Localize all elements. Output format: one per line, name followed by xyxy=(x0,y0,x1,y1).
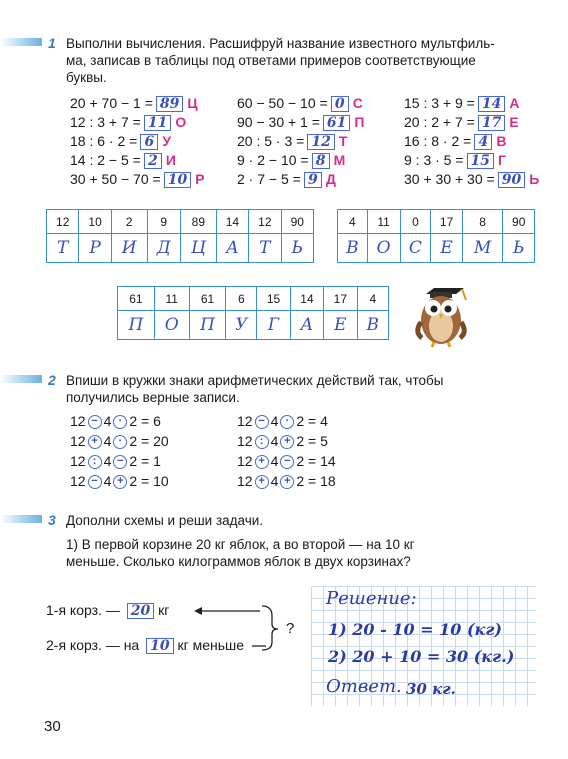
table-letter-cell: М xyxy=(462,234,503,263)
answer-box: 61 xyxy=(323,115,350,131)
table-letter-cell: Ь xyxy=(281,234,313,263)
table-number-cell: 14 xyxy=(216,210,248,234)
expression-row xyxy=(237,171,336,188)
table-number-cell: 12 xyxy=(47,210,79,234)
page-number: 30 xyxy=(44,718,61,735)
operator-circle: + xyxy=(88,435,102,449)
cipher-table xyxy=(117,286,389,340)
expression-row xyxy=(70,133,171,150)
problem-text-line: меньше. Сколько килограммов яблок в двух корзинах? xyxy=(66,554,411,569)
equation-row xyxy=(237,433,328,449)
expression-text: 20 : 2 + 7 = xyxy=(404,114,475,130)
table-number-cell: 2 xyxy=(111,210,147,234)
table-letter-cell: А xyxy=(216,234,248,263)
task-number: 1 xyxy=(48,35,56,51)
scheme-label: 1-я корз. — xyxy=(46,602,120,618)
task-text-line: Дополни схемы и реши задачи. xyxy=(66,513,264,528)
table-letter-cell: О xyxy=(154,311,189,340)
table-letter-cell: И xyxy=(111,234,147,263)
table-letter-cell: Т xyxy=(47,234,79,263)
cipher-letter: Т xyxy=(338,133,348,149)
equation-result: 2 = 14 xyxy=(296,453,336,469)
table-number-cell: 89 xyxy=(181,210,217,234)
operand: 12 xyxy=(237,413,253,429)
cipher-letter: Д xyxy=(325,171,336,187)
equation-row xyxy=(70,453,161,469)
answer-box: 90 xyxy=(498,172,525,188)
expression-row xyxy=(237,114,364,131)
table-number-cell: 14 xyxy=(290,287,323,311)
task-text-line: буквы. xyxy=(66,70,107,85)
table-number-cell: 4 xyxy=(338,210,368,234)
answer-box: 17 xyxy=(478,115,505,131)
equation-row xyxy=(237,453,336,469)
operator-circle: · xyxy=(113,415,127,429)
table-letter-cell: Д xyxy=(147,234,180,263)
table-number-cell: 90 xyxy=(281,210,313,234)
table-letter-cell: У xyxy=(226,311,257,340)
operator-circle: − xyxy=(255,415,269,429)
expression-row xyxy=(70,171,205,188)
scheme-unit: кг xyxy=(158,602,170,618)
answer-box: 14 xyxy=(478,96,505,112)
operand: 4 xyxy=(270,473,279,489)
operator-circle: + xyxy=(280,475,294,489)
table-letter-cell: Е xyxy=(431,234,463,263)
task-text-line: получились верные записи. xyxy=(66,390,240,405)
table-letter-cell: Ц xyxy=(181,234,217,263)
scheme-value-box: 10 xyxy=(146,638,173,654)
equation-result: 2 = 6 xyxy=(129,413,161,429)
cipher-letter: Ь xyxy=(529,171,540,187)
table-letter-cell: Р xyxy=(79,234,111,263)
answer-box: 89 xyxy=(156,96,183,112)
table-number-cell: 17 xyxy=(431,210,463,234)
table-number-cell: 0 xyxy=(400,210,431,234)
expression-row xyxy=(404,114,519,131)
answer-box: 12 xyxy=(307,134,334,150)
expression-text: 30 + 30 + 30 = xyxy=(404,171,495,187)
operator-circle: − xyxy=(88,415,102,429)
answer-box: 2 xyxy=(144,153,162,169)
scheme-value-box: 20 xyxy=(127,603,154,619)
answer-label: Ответ. xyxy=(326,676,402,697)
operand: 12 xyxy=(70,473,86,489)
equation-result: 2 = 10 xyxy=(129,473,169,489)
table-number-cell: 12 xyxy=(249,210,281,234)
cipher-letter: С xyxy=(352,95,363,111)
task-number: 3 xyxy=(48,512,56,528)
operator-circle: + xyxy=(255,455,269,469)
table-letter-cell: О xyxy=(367,234,400,263)
expression-text: 14 : 2 − 5 = xyxy=(70,152,141,168)
expression-text: 18 : 6 · 2 = xyxy=(70,133,138,149)
expression-row xyxy=(70,95,198,112)
expression-row xyxy=(70,152,176,169)
expression-text: 16 : 8 · 2 = xyxy=(404,133,472,149)
expression-text: 90 − 30 + 1 = xyxy=(237,114,320,130)
expression-text: 2 · 7 − 5 = xyxy=(237,171,301,187)
operand: 4 xyxy=(270,433,279,449)
equation-result: 2 = 18 xyxy=(296,473,336,489)
expression-row xyxy=(70,114,186,131)
operator-circle: : xyxy=(255,435,269,449)
operand: 4 xyxy=(270,453,279,469)
operator-circle: − xyxy=(113,455,127,469)
table-letter-cell: А xyxy=(290,311,323,340)
equation-row xyxy=(70,473,169,489)
cipher-letter: Р xyxy=(195,171,205,187)
operand: 4 xyxy=(103,413,112,429)
expression-row xyxy=(237,95,363,112)
operand: 4 xyxy=(103,473,112,489)
cipher-table xyxy=(46,209,314,263)
expression-row xyxy=(404,171,539,188)
table-number-cell: 17 xyxy=(324,287,357,311)
cipher-letter: А xyxy=(509,95,520,111)
scheme-row-first-basket xyxy=(46,602,169,619)
operand: 12 xyxy=(70,453,86,469)
table-number-cell: 61 xyxy=(189,287,226,311)
expression-text: 20 : 5 · 3 = xyxy=(237,133,305,149)
operator-circle: · xyxy=(280,415,294,429)
cipher-letter: О xyxy=(175,114,187,130)
answer-value: 30 кг. xyxy=(406,680,456,698)
expression-text: 12 : 3 + 7 = xyxy=(70,114,141,130)
operator-circle: + xyxy=(113,475,127,489)
table-number-cell: 6 xyxy=(226,287,257,311)
operator-circle: · xyxy=(113,435,127,449)
table-letter-cell: Ь xyxy=(503,234,535,263)
expression-text: 60 − 50 − 10 = xyxy=(237,95,328,111)
answer-box: 8 xyxy=(312,153,330,169)
problem-text-line: 1) В первой корзине 20 кг яблок, а во второй — на 10 кг xyxy=(66,537,415,552)
table-number-cell: 11 xyxy=(154,287,189,311)
table-letter-cell: Т xyxy=(249,234,281,263)
table-number-cell: 8 xyxy=(462,210,503,234)
table-number-cell: 90 xyxy=(503,210,535,234)
operand: 12 xyxy=(237,453,253,469)
expression-text: 9 · 2 − 10 = xyxy=(237,152,309,168)
table-number-cell: 9 xyxy=(147,210,180,234)
scheme-arrow-brace-icon xyxy=(190,598,290,658)
answer-box: 4 xyxy=(474,134,492,150)
answer-box: 9 xyxy=(304,172,322,188)
table-number-cell: 15 xyxy=(257,287,290,311)
table-letter-cell: П xyxy=(118,311,155,340)
cipher-letter: У xyxy=(162,133,172,149)
task-text-line: Выполни вычисления. Расшифруй название известного мультфиль- xyxy=(66,36,495,51)
expression-row xyxy=(237,152,345,169)
operand: 12 xyxy=(70,413,86,429)
expression-row xyxy=(404,152,506,169)
equation-result: 2 = 20 xyxy=(129,433,169,449)
operator-circle: − xyxy=(88,475,102,489)
cipher-letter: П xyxy=(354,114,365,130)
cipher-letter: Ц xyxy=(187,95,198,111)
equation-row xyxy=(237,413,328,429)
owl-mascot-icon xyxy=(412,280,470,348)
operand: 4 xyxy=(270,413,279,429)
table-letter-cell: П xyxy=(189,311,226,340)
expression-row xyxy=(404,95,519,112)
operator-circle: − xyxy=(280,455,294,469)
table-number-cell: 11 xyxy=(367,210,400,234)
table-letter-cell: Г xyxy=(257,311,290,340)
operand: 12 xyxy=(70,433,86,449)
solution-heading: Решение: xyxy=(326,588,417,609)
equation-row xyxy=(70,413,161,429)
solution-step-2: 2) 20 + 10 = 30 (кг.) xyxy=(328,647,515,666)
expression-row xyxy=(404,133,506,150)
expression-text: 20 + 70 − 1 = xyxy=(70,95,153,111)
answer-box: 6 xyxy=(140,134,158,150)
task-text-line: ма, записав в таблицы под ответами примеров соответствующие xyxy=(66,53,476,68)
equation-row xyxy=(237,473,336,489)
solution-step-1: 1) 20 - 10 = 10 (кг) xyxy=(328,620,502,639)
operator-circle: + xyxy=(280,435,294,449)
operand: 12 xyxy=(237,473,253,489)
expression-text: 9 : 3 · 5 = xyxy=(404,152,464,168)
table-letter-cell: С xyxy=(400,234,431,263)
scheme-question-mark: ? xyxy=(286,620,295,637)
scheme-label: 2-я корз. — на xyxy=(46,637,140,653)
operand: 12 xyxy=(237,433,253,449)
expression-text: 15 : 3 + 9 = xyxy=(404,95,475,111)
equation-row xyxy=(70,433,169,449)
table-number-cell: 61 xyxy=(118,287,155,311)
task-number: 2 xyxy=(48,372,56,388)
table-letter-cell: В xyxy=(338,234,368,263)
operand: 4 xyxy=(103,453,112,469)
task-text-line: Впиши в кружки знаки арифметических действий так, чтобы xyxy=(66,373,444,388)
table-number-cell: 10 xyxy=(79,210,111,234)
equation-result: 2 = 5 xyxy=(296,433,328,449)
expression-text: 30 + 50 − 70 = xyxy=(70,171,161,187)
cipher-table xyxy=(337,209,535,263)
operand: 4 xyxy=(103,433,112,449)
answer-box: 11 xyxy=(144,115,171,131)
cipher-letter: Е xyxy=(509,114,519,130)
task-marker-bar xyxy=(0,38,42,46)
answer-box: 0 xyxy=(331,96,349,112)
cipher-letter: И xyxy=(165,152,176,168)
answer-box: 10 xyxy=(164,172,191,188)
task-marker-bar xyxy=(0,375,42,383)
cipher-letter: М xyxy=(333,152,346,168)
table-number-cell: 4 xyxy=(357,287,388,311)
operator-circle: + xyxy=(255,475,269,489)
cipher-letter: Г xyxy=(498,152,506,168)
scheme-unit: кг меньше xyxy=(177,637,245,653)
task-marker-bar xyxy=(0,515,42,523)
table-letter-cell: Е xyxy=(324,311,357,340)
expression-row xyxy=(237,133,347,150)
table-letter-cell: В xyxy=(357,311,388,340)
operator-circle: : xyxy=(88,455,102,469)
cipher-letter: В xyxy=(496,133,507,149)
equation-result: 2 = 4 xyxy=(296,413,328,429)
equation-result: 2 = 1 xyxy=(129,453,161,469)
answer-box: 15 xyxy=(467,153,494,169)
